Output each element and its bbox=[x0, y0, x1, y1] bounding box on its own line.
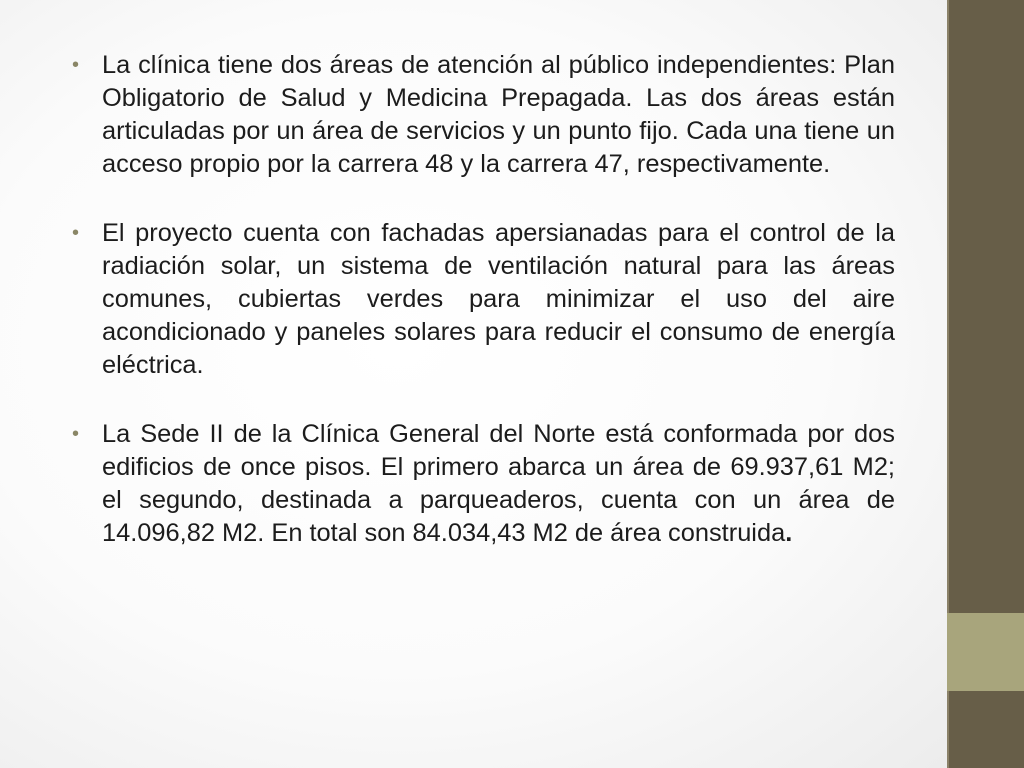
bullet-sede-ii bbox=[72, 418, 895, 550]
bullet-project-features bbox=[72, 217, 895, 382]
bullet-text: La clínica tiene dos áreas de atención al público independientes: Plan Obligatorio de Salud y Medicina Prepagada. Las dos áreas están articuladas por un área de servicios y un punto fijo. Cada una tiene un acceso propio por la carrera 48 y la carrera 47, respectivamente. bbox=[102, 51, 895, 178]
bullet-dot-icon: • bbox=[72, 222, 80, 244]
bullet-ending: . bbox=[785, 519, 793, 547]
bullet-dot-icon: • bbox=[72, 423, 80, 445]
bullet-clinic-areas bbox=[72, 49, 895, 181]
bullet-dot-icon: • bbox=[72, 54, 80, 76]
bullet-text: La Sede II de la Clínica General del Norte está conformada por dos edificios de once pisos. El primero abarca un área de 69.937,61 M2; el segundo, destinada a parqueaderos, cuenta con un área de 14.096,82 M2. En total son 84.034,43 M2 de área construida bbox=[102, 420, 895, 547]
bullet-text: El proyecto cuenta con fachadas apersianadas para el control de la radiación solar, un sistema de ventilación natural para las áreas comunes, cubiertas verdes para minimizar el uso del aire acondicionado y paneles solares para reducir el consumo de energía eléctrica. bbox=[102, 219, 895, 379]
decorative-sidebar-band bbox=[947, 613, 1024, 691]
slide-content bbox=[72, 49, 895, 586]
